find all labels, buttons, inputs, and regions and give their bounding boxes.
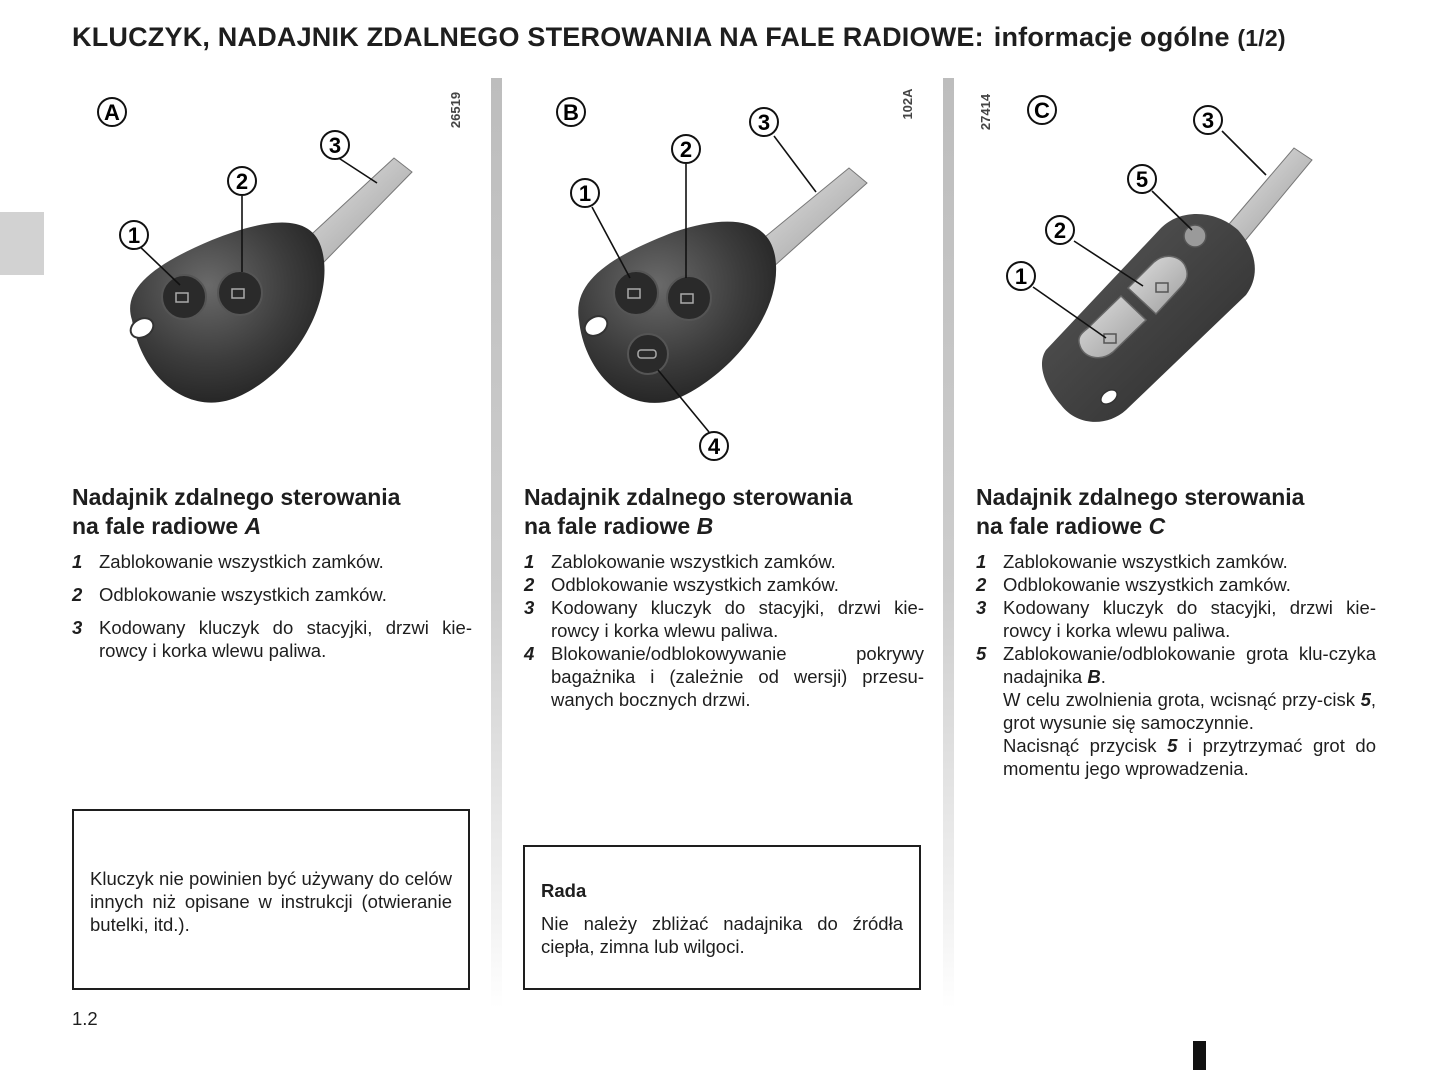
- figure-b-ref: 102A: [900, 88, 915, 120]
- section-a-title-line2: na fale radiowe: [72, 513, 239, 539]
- section-c-title-line2: na fale radiowe: [976, 513, 1143, 539]
- list-c: [976, 550, 1376, 780]
- callout-c-5: 5: [1135, 167, 1149, 192]
- section-c-title-line1: Nadajnik zdalnego sterowania: [976, 484, 1305, 510]
- section-b-title-line2: na fale radiowe: [524, 513, 691, 539]
- section-c-title-letter: C: [1148, 513, 1166, 539]
- list-item: 4 Blokowanie/odblokowywanie pokrywy bagażnika i (zależnie od wersji) przesu-wanych bocznych drzwi.: [524, 643, 924, 710]
- list-item: 3 Kodowany kluczyk do stacyjki, drzwi kie-rowcy i korka wlewu paliwa.: [72, 617, 472, 661]
- list-item: 3 Kodowany kluczyk do stacyjki, drzwi kie-rowcy i korka wlewu paliwa.: [524, 597, 924, 641]
- tip-box: [523, 845, 921, 990]
- button-unlock: [218, 271, 262, 315]
- button-lock: [162, 275, 206, 319]
- callout-b-2: 2: [679, 137, 693, 162]
- figure-c-letter: C: [1034, 98, 1050, 123]
- title-part: (1/2): [1237, 25, 1286, 51]
- figure-key-c: [976, 80, 1386, 470]
- list-item: 2 Odblokowanie wszystkich zamków.: [72, 584, 387, 605]
- title-upper: KLUCZYK, NADAJNIK ZDALNEGO STEROWANIA NA FALE RADIOWE:: [72, 22, 984, 52]
- figure-key-b: [524, 80, 934, 470]
- column-divider-2: [943, 78, 954, 1008]
- button-lock-b: [614, 271, 658, 315]
- figure-key-a: [72, 80, 482, 470]
- section-title-a: [72, 483, 482, 541]
- page-marker: [1193, 1041, 1206, 1070]
- list-item: 2 Odblokowanie wszystkich zamków.: [976, 574, 1291, 595]
- chapter-tab: [0, 212, 44, 275]
- section-title-b: [524, 483, 934, 541]
- page-title: [72, 22, 1402, 53]
- list-item: 1 Zablokowanie wszystkich zamków.: [72, 551, 384, 572]
- callout-b-1: 1: [578, 181, 592, 206]
- callout-c-2: 2: [1053, 218, 1067, 243]
- figure-c-ref: 27414: [978, 93, 993, 131]
- figure-a-ref: 26519: [448, 91, 463, 129]
- tip-box-title: Rada: [541, 880, 587, 901]
- warning-box: [72, 809, 470, 990]
- section-b-title-letter: B: [696, 513, 714, 539]
- list-b: [524, 550, 924, 711]
- section-b-title-line1: Nadajnik zdalnego sterowania: [524, 484, 853, 510]
- page-number: 1.2: [72, 1008, 98, 1029]
- key-c-illustration: [976, 80, 1386, 470]
- button-unlock-b: [667, 276, 711, 320]
- section-a-title-line1: Nadajnik zdalnego sterowania: [72, 484, 401, 510]
- callout-b-3: 3: [757, 110, 771, 135]
- list-item: 2 Odblokowanie wszystkich zamków.: [524, 574, 839, 595]
- list-item: 1 Zablokowanie wszystkich zamków.: [976, 551, 1288, 572]
- button-trunk-b: [628, 334, 668, 374]
- callout-c-1: 1: [1014, 264, 1028, 289]
- callout-a-2: 2: [235, 169, 249, 194]
- figure-b-letter: B: [563, 100, 579, 125]
- list-item: 3 Kodowany kluczyk do stacyjki, drzwi kie-rowcy i korka wlewu paliwa.: [976, 597, 1376, 641]
- button-blade-release: [1184, 225, 1206, 247]
- key-a-illustration: [72, 80, 482, 470]
- figure-a-letter: A: [104, 100, 120, 125]
- warning-box-text: Kluczyk nie powinien być używany do celów innych niż opisane w instrukcji (otwieranie butelki, itd.).: [90, 868, 452, 935]
- callout-c-3: 3: [1201, 108, 1215, 133]
- key-b-illustration: [524, 80, 934, 470]
- title-lower: informacje ogólne: [993, 22, 1230, 52]
- list-item: 1 Zablokowanie wszystkich zamków.: [524, 551, 836, 572]
- section-title-c: [976, 483, 1386, 541]
- column-divider-1: [491, 78, 502, 1008]
- callout-b-4: 4: [707, 434, 721, 459]
- callout-a-3: 3: [328, 133, 342, 158]
- list-item: 5 Zablokowanie/odblokowanie grota klu-czyka nadajnika B. W celu zwolnienia grota, wcisnąć przy-cisk 5, grot wysunie się samoczynnie. Nacisnąć przycisk 5 i przytrzymać grot do momentu jego wprowadzenia.: [976, 643, 1377, 779]
- tip-box-text: Nie należy zbliżać nadajnika do źródła ciepła, zimna lub wilgoci.: [541, 913, 903, 957]
- callout-a-1: 1: [127, 223, 141, 248]
- section-a-title-letter: A: [244, 513, 262, 539]
- list-a: [72, 550, 472, 672]
